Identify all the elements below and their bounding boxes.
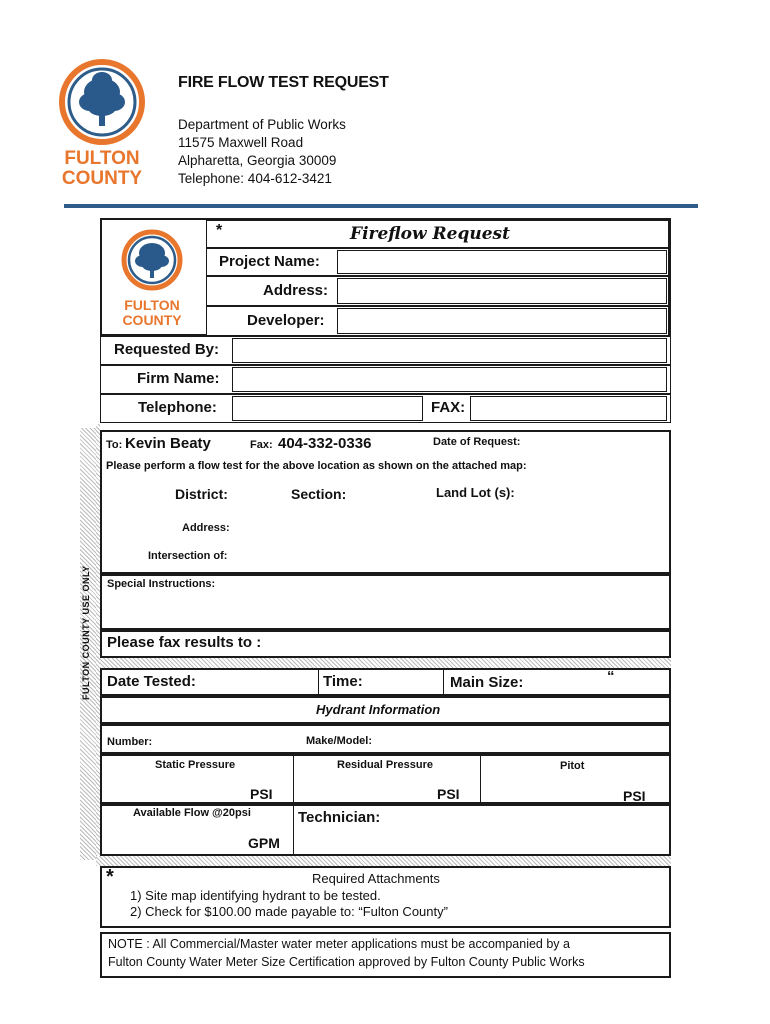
attachment-item: 2) Check for $100.00 made payable to: “Fulton County” — [130, 904, 448, 919]
attachments-heading: Required Attachments — [312, 871, 440, 886]
developer-label: Developer: — [247, 312, 325, 329]
pitot-label: Pitot — [560, 760, 585, 772]
firm-name-input[interactable] — [232, 367, 667, 392]
fax-to-number: 404-332-0336 — [278, 435, 372, 452]
main-size-label: Main Size: — [450, 674, 524, 691]
number-label: Number: — [107, 736, 153, 748]
note-line: Fulton County Water Meter Size Certification approved by Fulton County Public Works — [108, 955, 585, 969]
to-label: To: — [106, 439, 123, 451]
fulton-county-logo — [56, 58, 148, 188]
project-name-input[interactable] — [337, 250, 667, 274]
quote-mark: “ — [607, 668, 615, 685]
fax-input[interactable] — [470, 396, 667, 421]
logo-text-fulton: FULTON — [64, 148, 140, 169]
residual-psi-unit: PSI — [437, 786, 460, 802]
address-line: 11575 Maxwell Road — [178, 135, 304, 150]
page-title: FIRE FLOW TEST REQUEST — [178, 74, 389, 91]
available-flow-label: Available Flow @20psi — [133, 807, 251, 819]
location-address-label: Address: — [182, 522, 230, 534]
attachment-item: 1) Site map identifying hydrant to be tested. — [130, 888, 381, 903]
telephone-input[interactable] — [232, 396, 423, 421]
form-logo — [114, 228, 190, 328]
intersection-label: Intersection of: — [148, 550, 228, 562]
land-lot-label: Land Lot (s): — [436, 485, 515, 500]
project-name-label: Project Name: — [219, 253, 320, 270]
section-divider-hatch — [100, 658, 671, 668]
hydrant-info-label: Hydrant Information — [316, 702, 441, 717]
flow-test-instruction: Please perform a flow test for the above location as shown on the attached map: — [106, 460, 527, 472]
form-title: Fireflow Request — [350, 224, 510, 244]
requested-by-input[interactable] — [232, 338, 667, 363]
special-instructions-label: Special Instructions: — [107, 578, 216, 590]
form-logo-text-county: COUNTY — [122, 312, 182, 328]
number-model-row — [100, 724, 671, 754]
logo-text-county: COUNTY — [61, 168, 143, 188]
fax-results-label: Please fax results to : — [107, 634, 262, 651]
firm-name-label: Firm Name: — [137, 370, 220, 387]
date-tested-label: Date Tested: — [107, 673, 196, 690]
requested-by-label: Requested By: — [114, 341, 220, 358]
static-psi-unit: PSI — [250, 786, 273, 802]
technician-label: Technician: — [298, 809, 381, 826]
telephone-label: Telephone: — [138, 399, 217, 416]
time-label: Time: — [323, 673, 363, 690]
department-address — [178, 116, 346, 188]
header-divider — [64, 204, 698, 208]
pitot-psi-unit: PSI — [623, 788, 646, 804]
county-use-only-label: FULTON COUNTY USE ONLY — [81, 565, 91, 700]
residual-pressure-label: Residual Pressure — [337, 759, 433, 771]
district-label: District: — [175, 486, 228, 502]
address-input[interactable] — [337, 278, 667, 304]
address-line: Telephone: 404-612-3421 — [178, 171, 332, 186]
address-label: Address: — [263, 282, 329, 299]
note-line: NOTE : All Commercial/Master water meter applications must be accompanied by a — [108, 937, 570, 951]
date-of-request-label: Date of Request: — [433, 436, 521, 448]
address-line: Alpharetta, Georgia 30009 — [178, 153, 337, 168]
to-name: Kevin Beaty — [125, 435, 211, 452]
asterisk-mark: * — [216, 222, 223, 239]
section-label: Section: — [291, 486, 347, 502]
developer-input[interactable] — [337, 308, 667, 334]
fax-label: FAX: — [431, 399, 466, 416]
form-logo-text-fulton: FULTON — [124, 297, 180, 313]
attachments-asterisk: * — [106, 866, 114, 888]
fax-to-label: Fax: — [250, 439, 273, 451]
static-pressure-label: Static Pressure — [155, 759, 236, 771]
gpm-unit: GPM — [248, 835, 280, 851]
address-line: Department of Public Works — [178, 117, 346, 132]
make-model-label: Make/Model: — [306, 735, 373, 747]
bottom-divider-hatch — [96, 856, 671, 866]
